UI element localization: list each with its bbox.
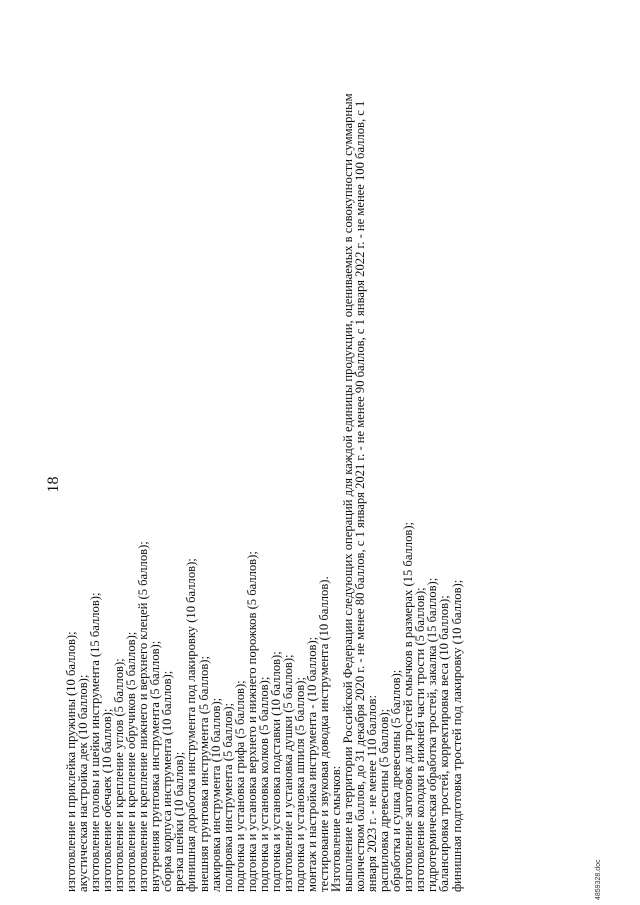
list-item: полировка инструмента (5 баллов); xyxy=(220,702,235,892)
list-item: лакировка инструмента (10 баллов); xyxy=(208,697,223,892)
page-content xyxy=(65,77,463,892)
list-item: изготовление и крепление нижнего и верхнего клецей (5 баллов); xyxy=(136,541,151,892)
list-item: изготовление и крепление обручиков (5 баллов); xyxy=(124,631,139,892)
list-item: подгонка и установка шпиля (5 баллов); xyxy=(292,677,307,892)
list-item: монтаж и настройка инструмента - (10 баллов); xyxy=(304,636,319,892)
list-item: подгонка и установка верхнего и нижнего порожков (5 баллов); xyxy=(244,551,259,892)
list-item: сборка корпуса инструмента (10 баллов); xyxy=(160,670,175,892)
file-name-footer: 4859328.doc xyxy=(595,859,602,900)
list-item: изготовление обечаек (10 баллов); xyxy=(100,708,115,892)
list-item: тестирование и звуковая доводка инструмента (10 баллов). xyxy=(316,576,331,892)
page-number: 18 xyxy=(45,476,62,493)
rotated-page xyxy=(44,77,604,892)
list-item: подгонка и установка колков (5 баллов); xyxy=(256,676,271,892)
list-item: распиловка древесины (5 баллов); xyxy=(377,708,392,892)
list-item: финишная подготовка тростей под лакировку (10 баллов); xyxy=(449,579,464,892)
list-item: финишная доработка инструмента под лакировку (10 баллов); xyxy=(184,558,199,892)
list-item: изготовление головы и шейки инструмента (15 баллов); xyxy=(88,592,103,892)
list-item: акустическая настройка дек (10 баллов); xyxy=(76,674,91,892)
list-item: обработка и сушка древесины (5 баллов); xyxy=(389,669,404,892)
list-item: подгонка и установка грифа (5 баллов); xyxy=(232,680,247,892)
list-item: изготовление и установка душки (5 баллов); xyxy=(280,654,295,892)
list-item: изготовление и приклейка пружины (10 баллов); xyxy=(64,631,78,892)
list-item: гидротермическая обработка тростей, закалка (15 баллов); xyxy=(425,577,440,892)
list-item: внутренняя грунтовка инструмента (5 баллов); xyxy=(148,640,163,892)
paragraph: выполнение на территории Российской Федерации следующих операций для каждой единицы продукции, оцениваемых в совокупности суммарным количеством баллов, до 31 декабря 2020 г. - не менее 80 баллов, с 1 января 2021 г. - не менее 90 баллов, с 1 января 2022 г. - не менее 100 баллов, с 1 января 2023 г. - не менее 110 баллов: xyxy=(341,93,380,892)
list-item: изготовление колодки в нижней части трости (5 баллов); xyxy=(413,587,428,892)
section-heading: Изготовление смычков: xyxy=(329,765,344,892)
list-item: изготовление заготовок для тростей смычков в размерах (15 баллов); xyxy=(401,521,416,892)
list-item: подгонка и установка подставки (10 баллов); xyxy=(268,651,283,892)
list-item: внешняя грунтовка инструмента (5 баллов); xyxy=(196,656,211,892)
list-item: врезка шейки (10 баллов); xyxy=(172,751,187,892)
list-item: изготовление и крепление углов (5 баллов); xyxy=(112,658,127,892)
list-item: балансировка тростей, корректировка веса (10 баллов); xyxy=(437,595,452,892)
